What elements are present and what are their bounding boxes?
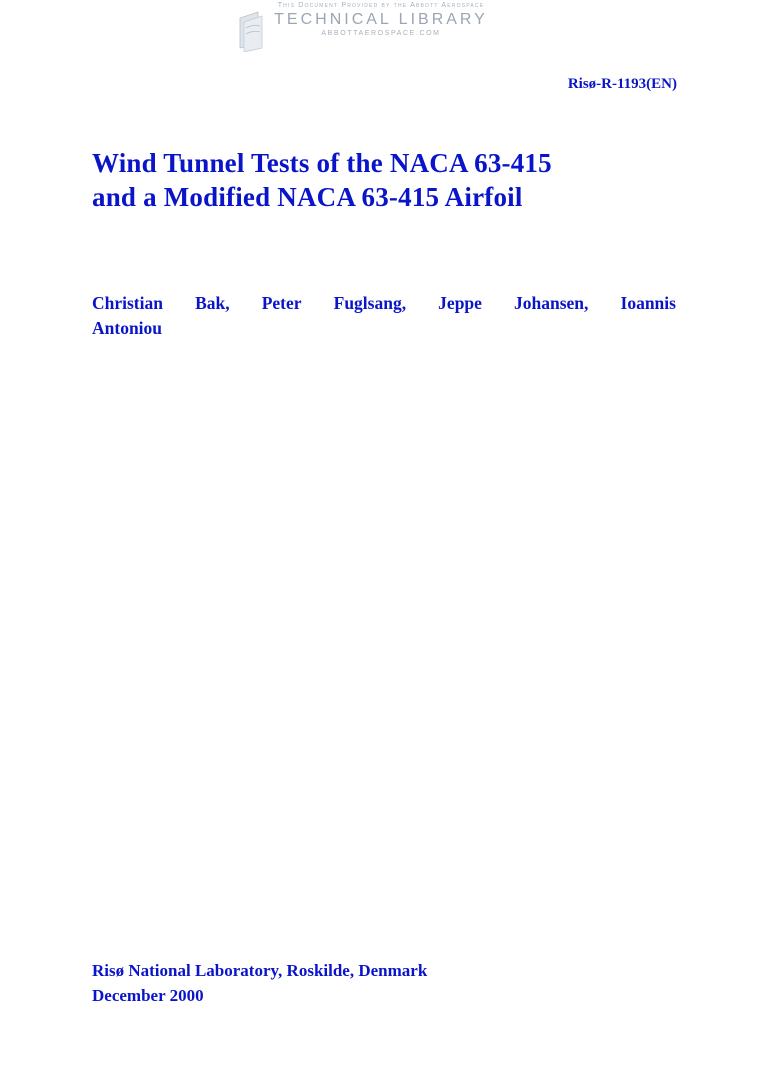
- author-list: [92, 291, 676, 341]
- author-word: Ioannis: [620, 293, 676, 313]
- title-line-1: Wind Tunnel Tests of the NACA 63-415: [92, 148, 552, 178]
- watermark-library-name: TECHNICAL LIBRARY: [274, 11, 488, 28]
- author-word: Peter: [261, 293, 302, 313]
- author-word: Jeppe: [438, 293, 482, 313]
- author-line-2: Antoniou: [92, 318, 163, 338]
- watermark-website: ABBOTTAEROSPACE.COM: [321, 30, 441, 37]
- author-word: Bak,: [195, 293, 230, 313]
- institution: Risø National Laboratory, Roskilde, Denmark: [92, 961, 428, 980]
- author-word: Fuglsang,: [333, 293, 407, 313]
- author-line-1: [92, 291, 676, 316]
- author-word: Johansen,: [514, 293, 589, 313]
- report-number: Risø-R-1193(EN): [567, 76, 677, 92]
- watermark-banner: [236, 2, 526, 54]
- author-word: Christian: [92, 293, 163, 313]
- publication-date: December 2000: [92, 986, 204, 1005]
- title-line-2: and a Modified NACA 63-415 Airfoil: [92, 182, 523, 212]
- watermark-provided-by: This Document Provided by the Abbott Aerospace: [277, 2, 485, 9]
- document-title: [92, 146, 682, 214]
- publication-info: [92, 958, 427, 1008]
